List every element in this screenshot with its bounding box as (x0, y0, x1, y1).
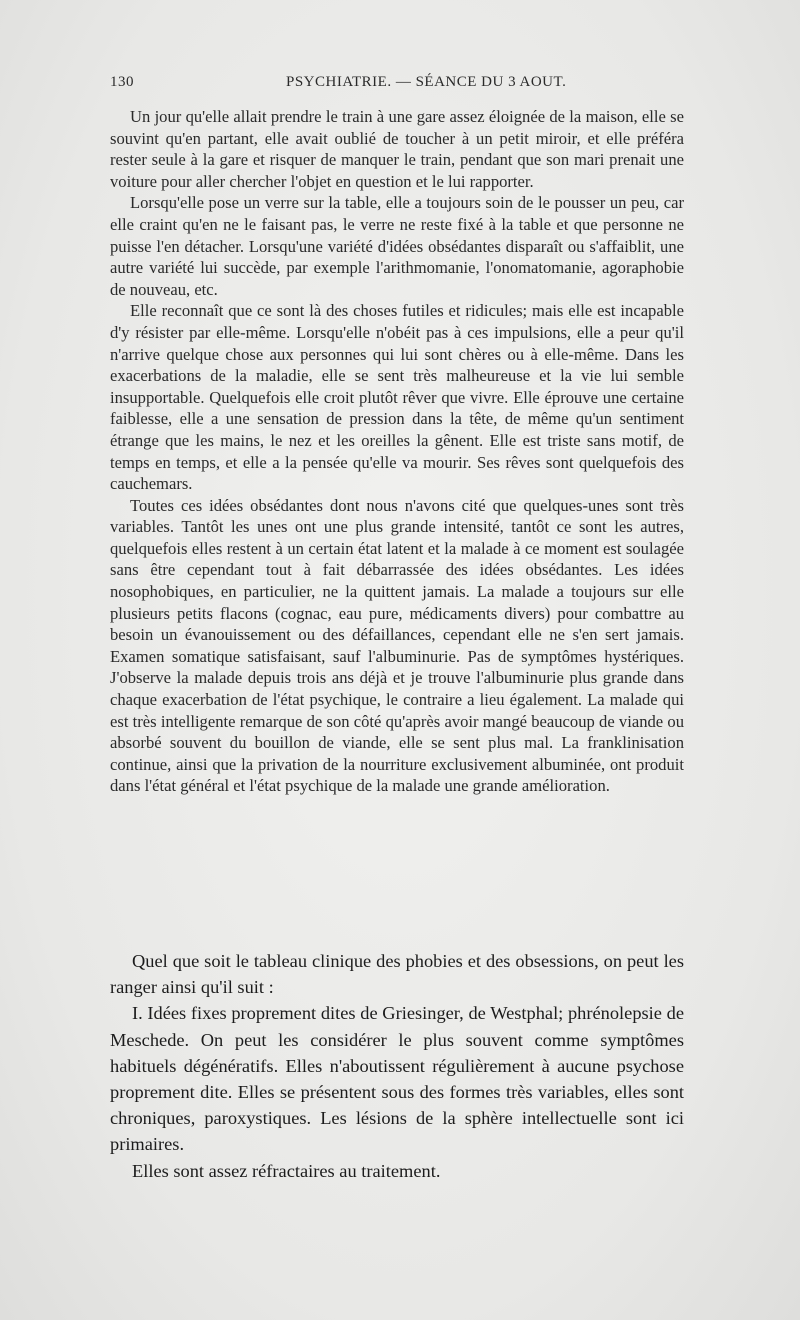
running-title: PSYCHIATRIE. — SÉANCE DU 3 AOUT. (286, 74, 567, 90)
paragraph: Un jour qu'elle allait prendre le train à une gare assez éloignée de la maison, elle se souvint qu'en partant, elle avait oublié de toucher à un petit miroir, et elle préféra rester seule à la gare et risquer de manquer le train, pendant que son mari prenait une voiture pour aller chercher l'objet en question et le lui rapporter. (110, 107, 684, 191)
classification-text (110, 948, 684, 1184)
case-report-text (110, 106, 684, 797)
paragraph: Elles sont assez réfractaires au traitement. (132, 1160, 441, 1181)
paragraph: Toutes ces idées obsédantes dont nous n'avons cité que quelques-unes sont très variables. Tantôt les unes ont une plus grande intensité, tantôt ce sont les autres, quelquefois elles restent à un certain état latent et la malade à ce moment est soulagée sans être cependant tout à fait débarrassée des idées obsédantes. Les idées nosophobiques, en particulier, ne la quittent jamais. La malade a toujours sur elle plusieurs petits flacons (cognac, eau pure, médicaments divers) pour combattre au besoin un évanouissement ou des défaillances, cependant elle ne s'en sert jamais. Examen somatique satisfaisant, sauf l'albuminurie. Pas de symptômes hystériques. J'observe la malade depuis trois ans déjà et je trouve l'albuminurie plus grande dans chaque exacerbation de l'état psychique, le contraire a lieu également. La malade qui est très intelligente remarque de son côté qu'après avoir mangé beaucoup de viande ou absorbé souvent du bouillon de viande, elle se sent plus mal. La franklinisation continue, ainsi que la privation de la nourriture exclusivement albuminée, ont produit dans l'état général et l'état psychique de la malade une grande amélioration. (110, 495, 684, 796)
paragraph: Lorsqu'elle pose un verre sur la table, elle a toujours soin de le pousser un peu, car elle craint qu'en ne le faisant pas, le verre ne reste fixé à la table et que personne ne puisse l'en détacher. Lorsqu'une variété d'idées obsédantes disparaît ou s'affaiblit, une autre variété lui succède, par exemple l'arithmomanie, l'onomatomanie, agoraphobie de nouveau, etc. (110, 193, 684, 299)
page-number: 130 (110, 74, 134, 90)
paragraph: Elle reconnaît que ce sont là des choses futiles et ridicules; mais elle est incapable d'y résister par elle-même. Lorsqu'elle n'obéit pas à ces impulsions, elle a peur qu'il n'arrive quelque chose aux personnes qui lui sont chères ou à elle-même. Dans les exacerbations de la maladie, elle se sent très malheureuse et la vie lui semble insupportable. Quelquefois elle croit plutôt rêver que vivre. Elle éprouve une certaine faiblesse, elle a une sensation de pression dans la tête, de même qu'un sentiment étrange que les mains, le nez et les oreilles la gênent. Elle est triste sans motif, de temps en temps, et elle a la pensée qu'elle va mourir. Ses rêves sont quelquefois des cauchemars. (110, 301, 684, 494)
paragraph: Quel que soit le tableau clinique des phobies et des obsessions, on peut les ranger ainsi qu'il suit : (110, 951, 684, 998)
paragraph: I. Idées fixes proprement dites de Griesinger, de Westphal; phrénolepsie de Meschede. On peut les considérer le plus souvent comme symptômes habituels dégénératifs. Elles n'aboutissent régulièrement à aucune psychose proprement dite. Elles se présentent sous des formes très variables, elles sont chroniques, paroxystiques. Les lésions de la sphère intellectuelle sont ici primaires. (110, 1003, 684, 1155)
page-header (110, 74, 670, 96)
